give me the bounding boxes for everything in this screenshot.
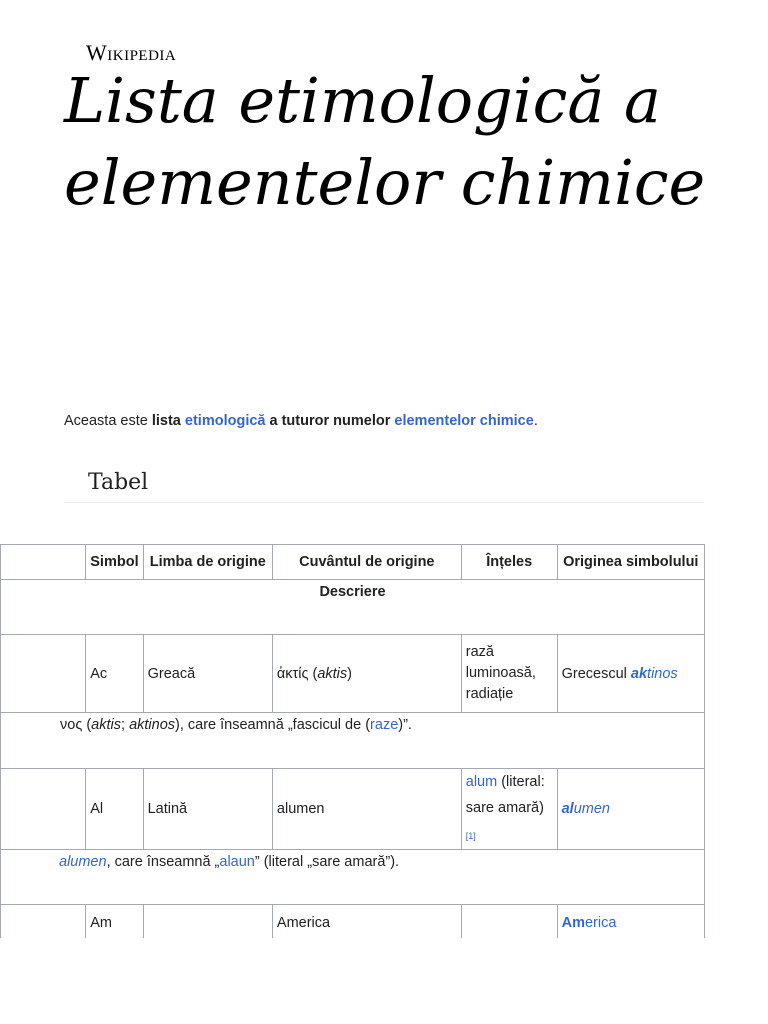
page-title: Lista etimologică a elementelor chimice xyxy=(64,64,706,219)
header-limba-de-origine: Limba de origine xyxy=(143,545,272,580)
table-row xyxy=(1,905,705,939)
link-aktinos[interactable]: aktinos xyxy=(630,665,678,682)
intro-bold-list: lista xyxy=(151,413,185,429)
section-heading-tabel: Tabel xyxy=(64,470,704,503)
reference-1[interactable]: [1] xyxy=(465,831,476,841)
row-label-cell xyxy=(1,769,86,850)
cell-meaning: alum (literal: sare amară) [1] xyxy=(461,769,557,850)
etymology-table-wrapper xyxy=(0,544,705,938)
link-america[interactable]: America xyxy=(561,914,617,931)
link-elementelor-chimice[interactable]: elementelor chimice xyxy=(394,413,534,429)
row-label-cell xyxy=(1,635,86,713)
table-description-row xyxy=(1,713,705,769)
intro-bold-text: a tuturor numelor xyxy=(265,413,395,429)
table-subheader-row xyxy=(1,580,705,635)
wikipedia-wordmark[interactable]: Wikipedia xyxy=(86,40,177,65)
header-cuvantul-de-origine: Cuvântul de origine xyxy=(272,545,461,580)
intro-paragraph xyxy=(64,413,538,429)
table-header-row xyxy=(1,545,705,580)
cell-symbol: Am xyxy=(86,905,143,939)
cell-word: ἀκτίς (aktis) xyxy=(272,635,461,713)
link-alum[interactable]: alum xyxy=(465,774,498,790)
cell-word: America xyxy=(272,905,461,939)
header-descriere: Descriere xyxy=(1,580,705,635)
cell-meaning: rază luminoasă, radiație xyxy=(461,635,557,713)
cell-word: alumen xyxy=(272,769,461,850)
cell-description: alumen, care înseamnă „alaun” (literal „sare amară”). xyxy=(1,850,705,905)
link-raze[interactable]: raze xyxy=(370,717,399,733)
header-row-label xyxy=(1,545,86,580)
cell-symbol: Al xyxy=(86,769,143,850)
cell-meaning xyxy=(461,905,557,939)
cell-language: Greacă xyxy=(143,635,272,713)
cell-symbol: Ac xyxy=(86,635,143,713)
cell-description: νος (aktis; aktinos), care înseamnă „fascicul de (raze)”. xyxy=(1,713,705,769)
cell-symbol-origin xyxy=(557,769,704,850)
etymology-table xyxy=(0,544,705,938)
intro-text: Aceasta este xyxy=(64,413,152,429)
table-row xyxy=(1,635,705,713)
link-alaun[interactable]: alaun xyxy=(219,854,255,870)
link-alumen-description[interactable]: alumen xyxy=(59,854,107,870)
link-alumen[interactable]: alumen xyxy=(561,801,610,817)
header-inteles: Înțeles xyxy=(461,545,557,580)
header-simbol: Simbol xyxy=(86,545,143,580)
table-row xyxy=(1,769,705,850)
cell-symbol-origin xyxy=(557,905,704,939)
cell-language xyxy=(143,905,272,939)
cell-language: Latină xyxy=(143,769,272,850)
table-description-row xyxy=(1,850,705,905)
link-etimologica[interactable]: etimologică xyxy=(184,413,266,429)
row-label-cell xyxy=(1,905,86,939)
header-originea-simbolului: Originea simbolului xyxy=(557,545,704,580)
intro-period: . xyxy=(533,413,538,429)
cell-symbol-origin: Grecescul aktinos xyxy=(557,635,704,713)
